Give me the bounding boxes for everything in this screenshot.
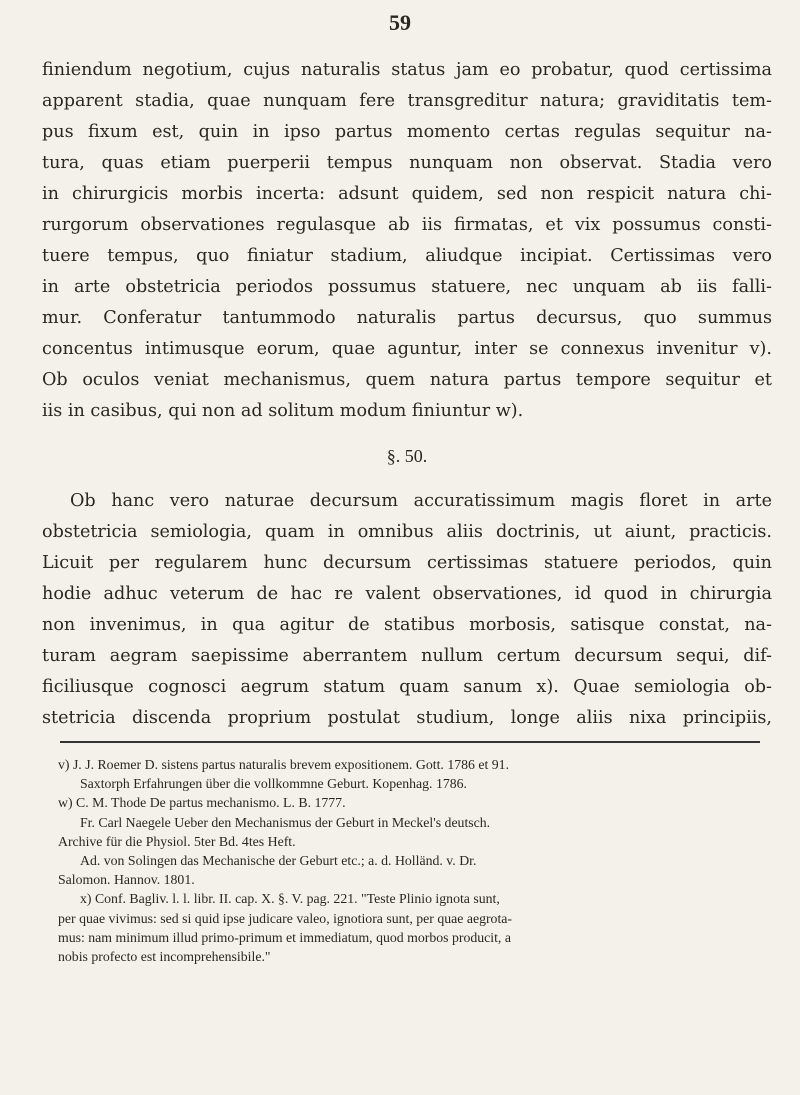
footnotes: [58, 755, 770, 966]
footnote-line: mus: nam minimum illud primo-primum et immediatum, quod morbos producit, a: [58, 929, 511, 945]
text-line: turam aegram saepissime aberrantem nullum certum decursum sequi, dif-: [42, 646, 772, 666]
page-number: 59: [389, 10, 411, 35]
text-line: in arte obstetricia periodos possumus statuere, nec unquam ab iis falli-: [42, 277, 772, 297]
text-line: finiendum negotium, cujus naturalis status jam eo probatur, quod certissima: [42, 60, 772, 80]
text-line: in chirurgicis morbis incerta: adsunt quidem, sed non respicit natura chi-: [42, 184, 772, 204]
footnote-line: Ad. von Solingen das Mechanische der Geburt etc.; a. d. Holländ. v. Dr.: [80, 853, 477, 869]
footnote-line: Fr. Carl Naegele Ueber den Mechanismus der Geburt in Meckel's deutsch.: [80, 814, 491, 830]
text-line: Ob oculos veniat mechanismus, quem natura partus tempore sequitur et: [42, 370, 772, 390]
text-line: apparent stadia, quae nunquam fere transgreditur natura; graviditatis tem-: [42, 91, 772, 111]
text-line: stetricia discenda proprium postulat studium, longe aliis nixa principiis,: [42, 708, 772, 728]
text-line: Ob hanc vero naturae decursum accuratissimum magis floret in arte: [70, 491, 772, 511]
paragraph-2: [42, 486, 772, 734]
footnote-line: w) C. M. Thode De partus mechanismo. L. B. 1777.: [58, 795, 346, 811]
text-line: iis in casibus, qui non ad solitum modum finiuntur w).: [42, 401, 524, 421]
text-line: hodie adhuc veterum de hac re valent observationes, id quod in chirurgia: [42, 584, 772, 604]
footnote-line: v) J. J. Roemer D. sistens partus naturalis brevem expositionem. Gott. 1786 et 91.: [58, 757, 510, 772]
text-line: obstetricia semiologia, quam in omnibus aliis doctrinis, ut aiunt, practicis.: [42, 522, 772, 542]
body-text: [42, 55, 772, 734]
text-line: rurgorum observationes regulasque ab iis firmatas, et vix possumus consti-: [42, 215, 772, 235]
footnote-line: per quae vivimus: sed si quid ipse judicare valeo, ignotiora sunt, per quae aegrota-: [58, 910, 513, 926]
footnote-line: Salomon. Hannov. 1801.: [58, 872, 195, 888]
footnote-line: nobis profecto est incomprehensibile.": [58, 949, 271, 965]
text-line: ficiliusque cognosci aegrum statum quam sanum x). Quae semiologia ob-: [42, 677, 772, 697]
text-line: concentus intimusque eorum, quae aguntur, inter se connexus invenitur v).: [42, 339, 772, 359]
text-line: tuere tempus, quo finiatur stadium, aliudque incipiat. Certissimas vero: [42, 246, 772, 266]
text-line: tura, quas etiam puerperii tempus nunquam non observat. Stadia vero: [42, 153, 772, 173]
footnote-line: Archive für die Physiol. 5ter Bd. 4tes Heft.: [58, 833, 296, 849]
footnote-line: Saxtorph Erfahrungen über die vollkommne Geburt. Kopenhag. 1786.: [80, 776, 467, 792]
footnote-line: x) Conf. Bagliv. l. l. libr. II. cap. X. §. V. pag. 221. "Teste Plinio ignota sunt,: [80, 891, 500, 907]
text-line: mur. Conferatur tantummodo naturalis partus decursus, quo summus: [42, 308, 772, 328]
section-heading: §. 50.: [386, 446, 428, 466]
text-line: pus fixum est, quin in ipso partus momento certas regulas sequitur na-: [42, 122, 772, 142]
paragraph-1: [42, 55, 772, 427]
footnote-divider: [60, 741, 760, 743]
text-line: non invenimus, in qua agitur de statibus morbosis, satisque constat, na-: [42, 615, 772, 635]
text-line: Licuit per regularem hunc decursum certissimas statuere periodos, quin: [42, 553, 772, 573]
